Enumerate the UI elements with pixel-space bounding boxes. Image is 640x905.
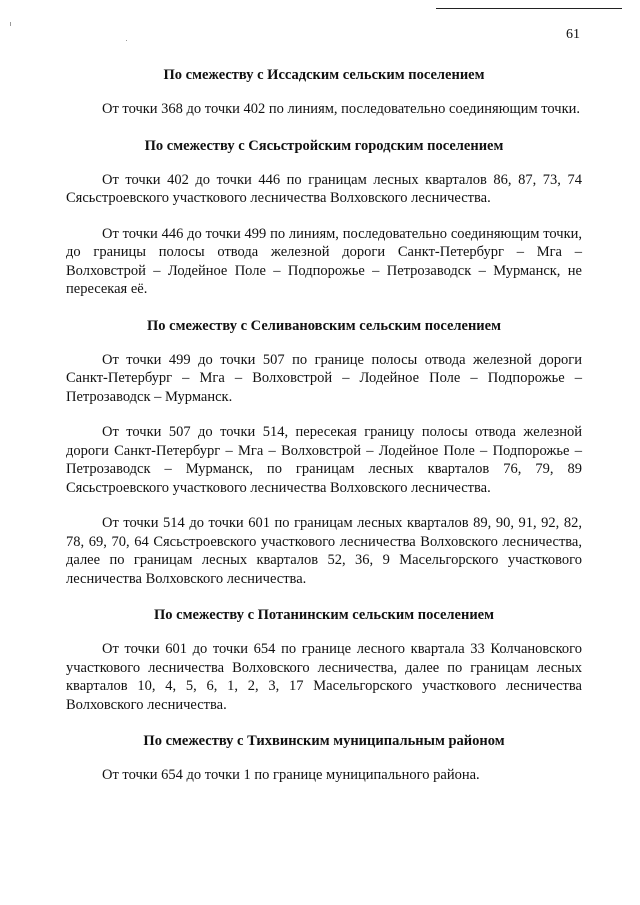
- scan-speck: [126, 40, 127, 41]
- section-paragraph: От точки 368 до точки 402 по линиям, последовательно соединяющим точки.: [102, 101, 581, 117]
- section-heading: По смежеству с Селивановским сельским поселением: [147, 317, 501, 334]
- section-heading: По смежеству с Потанинским сельским поселением: [153, 607, 494, 623]
- section-tikhvinsky: [66, 732, 582, 785]
- section-issadskoe: [66, 66, 582, 119]
- section-potaninskoe: [66, 606, 582, 714]
- header-rule: [436, 8, 622, 9]
- section-selivanovskoe: [66, 317, 582, 589]
- section-paragraph: От точки 654 до точки 1 по границе муниципального района.: [102, 767, 480, 783]
- section-heading: По смежеству с Иссадским сельским поселением: [163, 67, 485, 83]
- section-paragraph: От точки 446 до точки 499 по линиям, последовательно соединяющим точки, до границы полосы отвода железной дороги Санкт-Петербург – Мга – Волховстрой – Лодейное Поле – Подпорожье – Петрозаводск – Мурманск, не пересекая её.: [66, 225, 582, 297]
- section-paragraph: От точки 507 до точки 514, пересекая границу полосы отвода железной дороги Санкт-Петербург – Мга – Волховстрой – Лодейное Поле – Подпорожье – Петрозаводск – Мурманск, по границам лесных кварталов 76, 79, 89 Сясьстроевского участкового лесничества Волховского лесничества.: [66, 424, 582, 496]
- section-paragraph: От точки 601 до точки 654 по границе лесного квартала 33 Колчановского участкового лесничества Волховского лесничества, далее по границам лесных кварталов 10, 4, 5, 6, 1, 2, 3, 17 Масельгорского участкового лесничества Волховского лесничества.: [66, 641, 582, 713]
- section-heading: По смежеству с Сясьстройским городским поселением: [144, 137, 504, 154]
- page-number: 61: [566, 27, 580, 42]
- section-paragraph: От точки 514 до точки 601 по границам лесных кварталов 89, 90, 91, 92, 82, 78, 69, 70, 64 Сясьстроевского участкового лесничества Волховского лесничества, далее по границам лесных кварталов 52, 36, 9 Масельгорского участкового лесничества Волховского лесничества.: [66, 515, 582, 587]
- document-body: [66, 66, 582, 785]
- section-heading: По смежеству с Тихвинским муниципальным районом: [143, 733, 505, 749]
- section-paragraph: От точки 499 до точки 507 по границе полосы отвода железной дороги Санкт-Петербург – Мга – Волховстрой – Лодейное Поле – Подпорожье – Петрозаводск – Мурманск.: [66, 351, 582, 405]
- section-paragraph: От точки 402 до точки 446 по границам лесных кварталов 86, 87, 73, 74 Сясьстроевского участкового лесничества Волховского лесничества.: [66, 171, 582, 206]
- scan-speck: [10, 22, 11, 26]
- section-syasstroy: [66, 137, 582, 299]
